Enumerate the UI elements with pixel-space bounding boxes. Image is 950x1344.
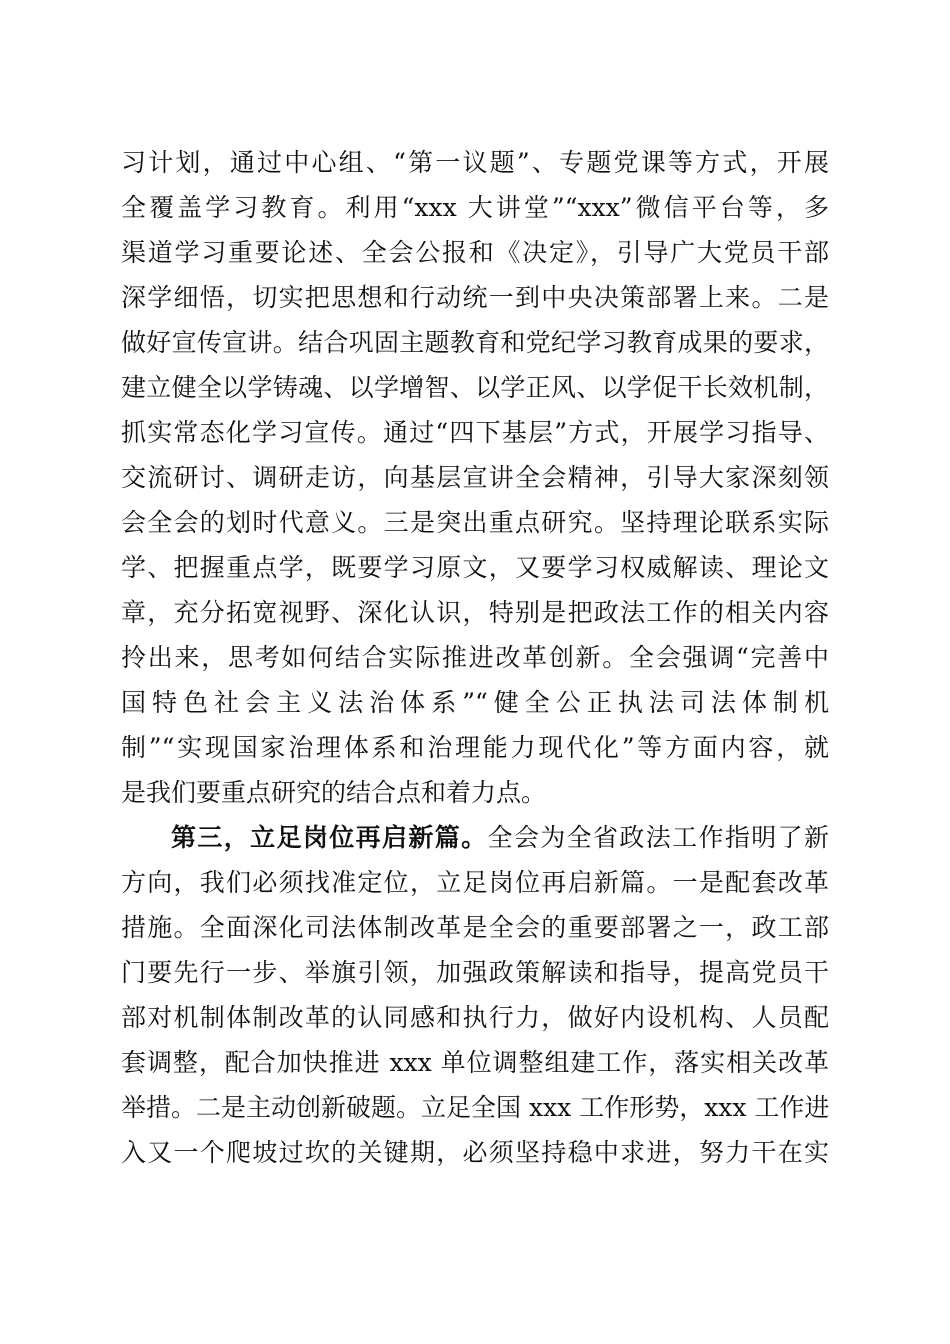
text-line: 是我们要重点研究的结合点和着力点。 bbox=[121, 778, 547, 807]
text-line: 入又一个爬坡过坎的关键期，必须坚持稳中求进，努力干在实 bbox=[121, 1138, 829, 1167]
paragraph-first-line bbox=[171, 818, 829, 858]
text-line: 制”“实现国家治理体系和治理能力现代化”等方面内容，就 bbox=[121, 733, 829, 762]
text-line: 建立健全以学铸魂、以学增智、以学正风、以学促干长效机制， bbox=[121, 373, 829, 402]
text-line: 章，充分拓宽视野、深化认识，特别是把政法工作的相关内容 bbox=[121, 598, 829, 627]
text-line: 渠道学习重要论述、全会公报和《决定》，引导广大党员干部 bbox=[121, 238, 829, 267]
text-line: 拎出来，思考如何结合实际推进改革创新。全会强调“完善中 bbox=[121, 643, 829, 672]
text-line: 门要先行一步、举旗引领，加强政策解读和指导，提高党员干 bbox=[121, 958, 829, 987]
text-line: 举措。二是主动创新破题。立足全国 xxx 工作形势，xxx 工作进 bbox=[121, 1093, 830, 1122]
text-line: 做好宣传宣讲。结合巩固主题教育和党纪学习教育成果的要求， bbox=[121, 328, 829, 357]
text-line: 学、把握重点学，既要学习原文，又要学习权威解读、理论文 bbox=[121, 553, 829, 582]
text-line: 部对机制体制改革的认同感和执行力，做好内设机构、人员配 bbox=[121, 1003, 829, 1032]
text-line: 方向，我们必须找准定位，立足岗位再启新篇。一是配套改革 bbox=[121, 868, 829, 897]
text-line: 交流研讨、调研走访，向基层宣讲全会精神，引导大家深刻领 bbox=[121, 463, 829, 492]
paragraph-first-line-text: 全会为全省政法工作指明了新 bbox=[487, 823, 829, 852]
paragraph-heading: 第三，立足岗位再启新篇。 bbox=[171, 823, 488, 852]
text-line: 全覆盖学习教育。利用“xxx 大讲堂”“xxx”微信平台等，多 bbox=[121, 193, 829, 222]
text-line: 深学细悟，切实把思想和行动统一到中央决策部署上来。二是 bbox=[121, 283, 829, 312]
text-line: 国特色社会主义法治体系”“健全公正执法司法体制机 bbox=[121, 688, 829, 717]
text-line: 抓实常态化学习宣传。通过“四下基层”方式，开展学习指导、 bbox=[121, 418, 829, 447]
text-line: 会全会的划时代意义。三是突出重点研究。坚持理论联系实际 bbox=[121, 508, 829, 537]
text-line: 习计划，通过中心组、“第一议题”、专题党课等方式，开展 bbox=[121, 148, 829, 177]
text-line: 套调整，配合加快推进 xxx 单位调整组建工作，落实相关改革 bbox=[121, 1048, 829, 1077]
text-line: 措施。全面深化司法体制改革是全会的重要部署之一，政工部 bbox=[121, 913, 829, 942]
